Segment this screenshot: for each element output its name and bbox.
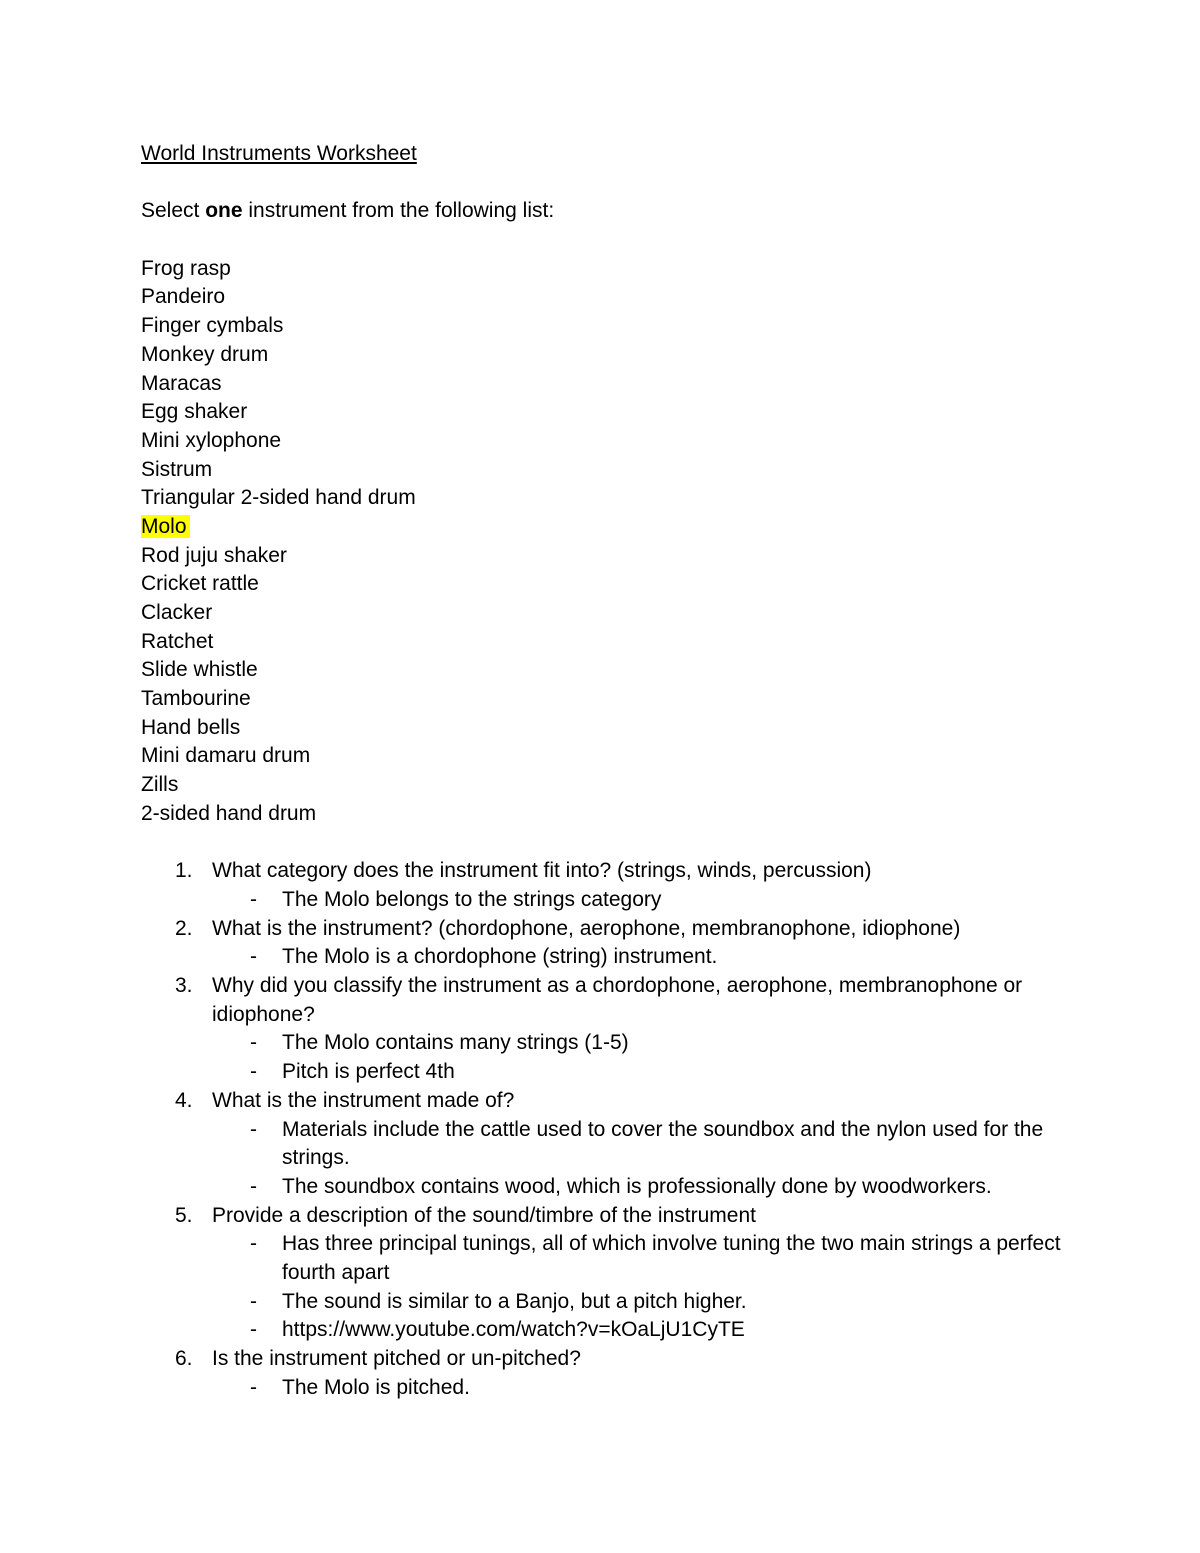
instrument-item: Monkey drum bbox=[141, 342, 269, 366]
answer-item bbox=[141, 886, 1081, 915]
answer-bullet: - bbox=[250, 1060, 257, 1084]
question-item bbox=[141, 1087, 1081, 1116]
spacer bbox=[141, 169, 1081, 198]
question-text: Why did you classify the instrument as a chordophone, aerophone, membranophone or idiophone? bbox=[212, 974, 1023, 1026]
intro-bold: one bbox=[205, 199, 243, 223]
spacer bbox=[141, 829, 1081, 858]
instrument-item: Egg shaker bbox=[141, 400, 248, 424]
answer-text: The soundbox contains wood, which is professionally done by woodworkers. bbox=[282, 1174, 992, 1198]
instrument-item: Maracas bbox=[141, 371, 222, 395]
question-number: 1. bbox=[175, 859, 193, 883]
answer-bullet: - bbox=[250, 1232, 257, 1256]
intro-text bbox=[141, 197, 1081, 226]
instrument-item: Slide whistle bbox=[141, 658, 258, 682]
answer-item bbox=[141, 1058, 1081, 1087]
question-number: 4. bbox=[175, 1088, 193, 1112]
answer-bullet: - bbox=[250, 1174, 257, 1198]
instrument-item-highlighted bbox=[141, 513, 1081, 542]
answer-text: The Molo is a chordophone (string) instrument. bbox=[282, 945, 718, 969]
question-text: Is the instrument pitched or un-pitched? bbox=[212, 1347, 581, 1371]
question-number: 6. bbox=[175, 1347, 193, 1371]
question-item bbox=[141, 915, 1081, 944]
answer-bullet: - bbox=[250, 887, 257, 911]
answer-item bbox=[141, 1173, 1081, 1202]
instrument-item: Finger cymbals bbox=[141, 314, 284, 338]
answer-item bbox=[141, 1374, 1081, 1403]
answer-bullet: - bbox=[250, 1318, 257, 1342]
instrument-item: Tambourine bbox=[141, 687, 251, 711]
highlight-mark: Molo bbox=[141, 515, 190, 538]
instrument-item: Mini damaru drum bbox=[141, 744, 311, 768]
answer-bullet: - bbox=[250, 1117, 257, 1141]
answer-text: The Molo belongs to the strings category bbox=[282, 887, 662, 911]
answer-bullet: - bbox=[250, 1375, 257, 1399]
instrument-item: Ratchet bbox=[141, 629, 214, 653]
answer-text: Materials include the cattle used to cover the soundbox and the nylon used for the strings. bbox=[282, 1117, 1044, 1170]
instrument-item: Hand bells bbox=[141, 715, 241, 739]
question-number: 5. bbox=[175, 1203, 193, 1227]
answer-item bbox=[141, 1116, 1081, 1173]
question-text: What is the instrument made of? bbox=[212, 1088, 515, 1112]
worksheet-title: World Instruments Worksheet bbox=[141, 142, 417, 165]
answer-bullet: - bbox=[250, 1289, 257, 1313]
answer-item bbox=[141, 1288, 1081, 1317]
instrument-item: Pandeiro bbox=[141, 285, 226, 309]
instrument-item: Frog rasp bbox=[141, 256, 231, 280]
instrument-item: Triangular 2-sided hand drum bbox=[141, 486, 416, 510]
question-list bbox=[141, 857, 1081, 1402]
answer-text: The Molo is pitched. bbox=[282, 1375, 470, 1399]
answer-text: Has three principal tunings, all of which involve tuning the two main strings a perfect fourth apart bbox=[282, 1232, 1061, 1285]
instrument-item: Zills bbox=[141, 773, 179, 797]
intro-after: instrument from the following list: bbox=[242, 199, 555, 223]
question-item bbox=[141, 1345, 1081, 1374]
answer-bullet: - bbox=[250, 1031, 257, 1055]
question-item bbox=[141, 1202, 1081, 1231]
question-number: 3. bbox=[175, 974, 193, 997]
youtube-link[interactable]: https://www.youtube.com/watch?v=kOaLjU1CyTE bbox=[282, 1318, 745, 1342]
question-text: What is the instrument? (chordophone, aerophone, membranophone, idiophone) bbox=[212, 916, 961, 940]
answer-text: The Molo contains many strings (1-5) bbox=[282, 1031, 629, 1055]
instrument-item: 2-sided hand drum bbox=[141, 801, 317, 825]
question-text: Provide a description of the sound/timbre of the instrument bbox=[212, 1203, 756, 1227]
instrument-item: Sistrum bbox=[141, 457, 213, 481]
answer-text: The sound is similar to a Banjo, but a pitch higher. bbox=[282, 1289, 747, 1313]
answer-item bbox=[141, 1316, 1081, 1345]
answer-item bbox=[141, 1029, 1081, 1058]
answer-item bbox=[141, 1230, 1081, 1287]
question-number: 2. bbox=[175, 916, 193, 940]
answer-bullet: - bbox=[250, 945, 257, 969]
answer-text: Pitch is perfect 4th bbox=[282, 1060, 455, 1084]
instrument-item: Rod juju shaker bbox=[141, 543, 287, 567]
instrument-list bbox=[141, 255, 1081, 829]
worksheet-content bbox=[141, 140, 1081, 1403]
question-text: What category does the instrument fit into? (strings, winds, percussion) bbox=[212, 859, 872, 883]
instrument-item: Clacker bbox=[141, 601, 213, 624]
answer-item bbox=[141, 943, 1081, 972]
question-item bbox=[141, 972, 1081, 1029]
intro-before: Select bbox=[141, 199, 206, 223]
instrument-item: Cricket rattle bbox=[141, 572, 259, 596]
spacer bbox=[141, 226, 1081, 255]
instrument-item: Mini xylophone bbox=[141, 428, 282, 452]
question-item bbox=[141, 857, 1081, 886]
